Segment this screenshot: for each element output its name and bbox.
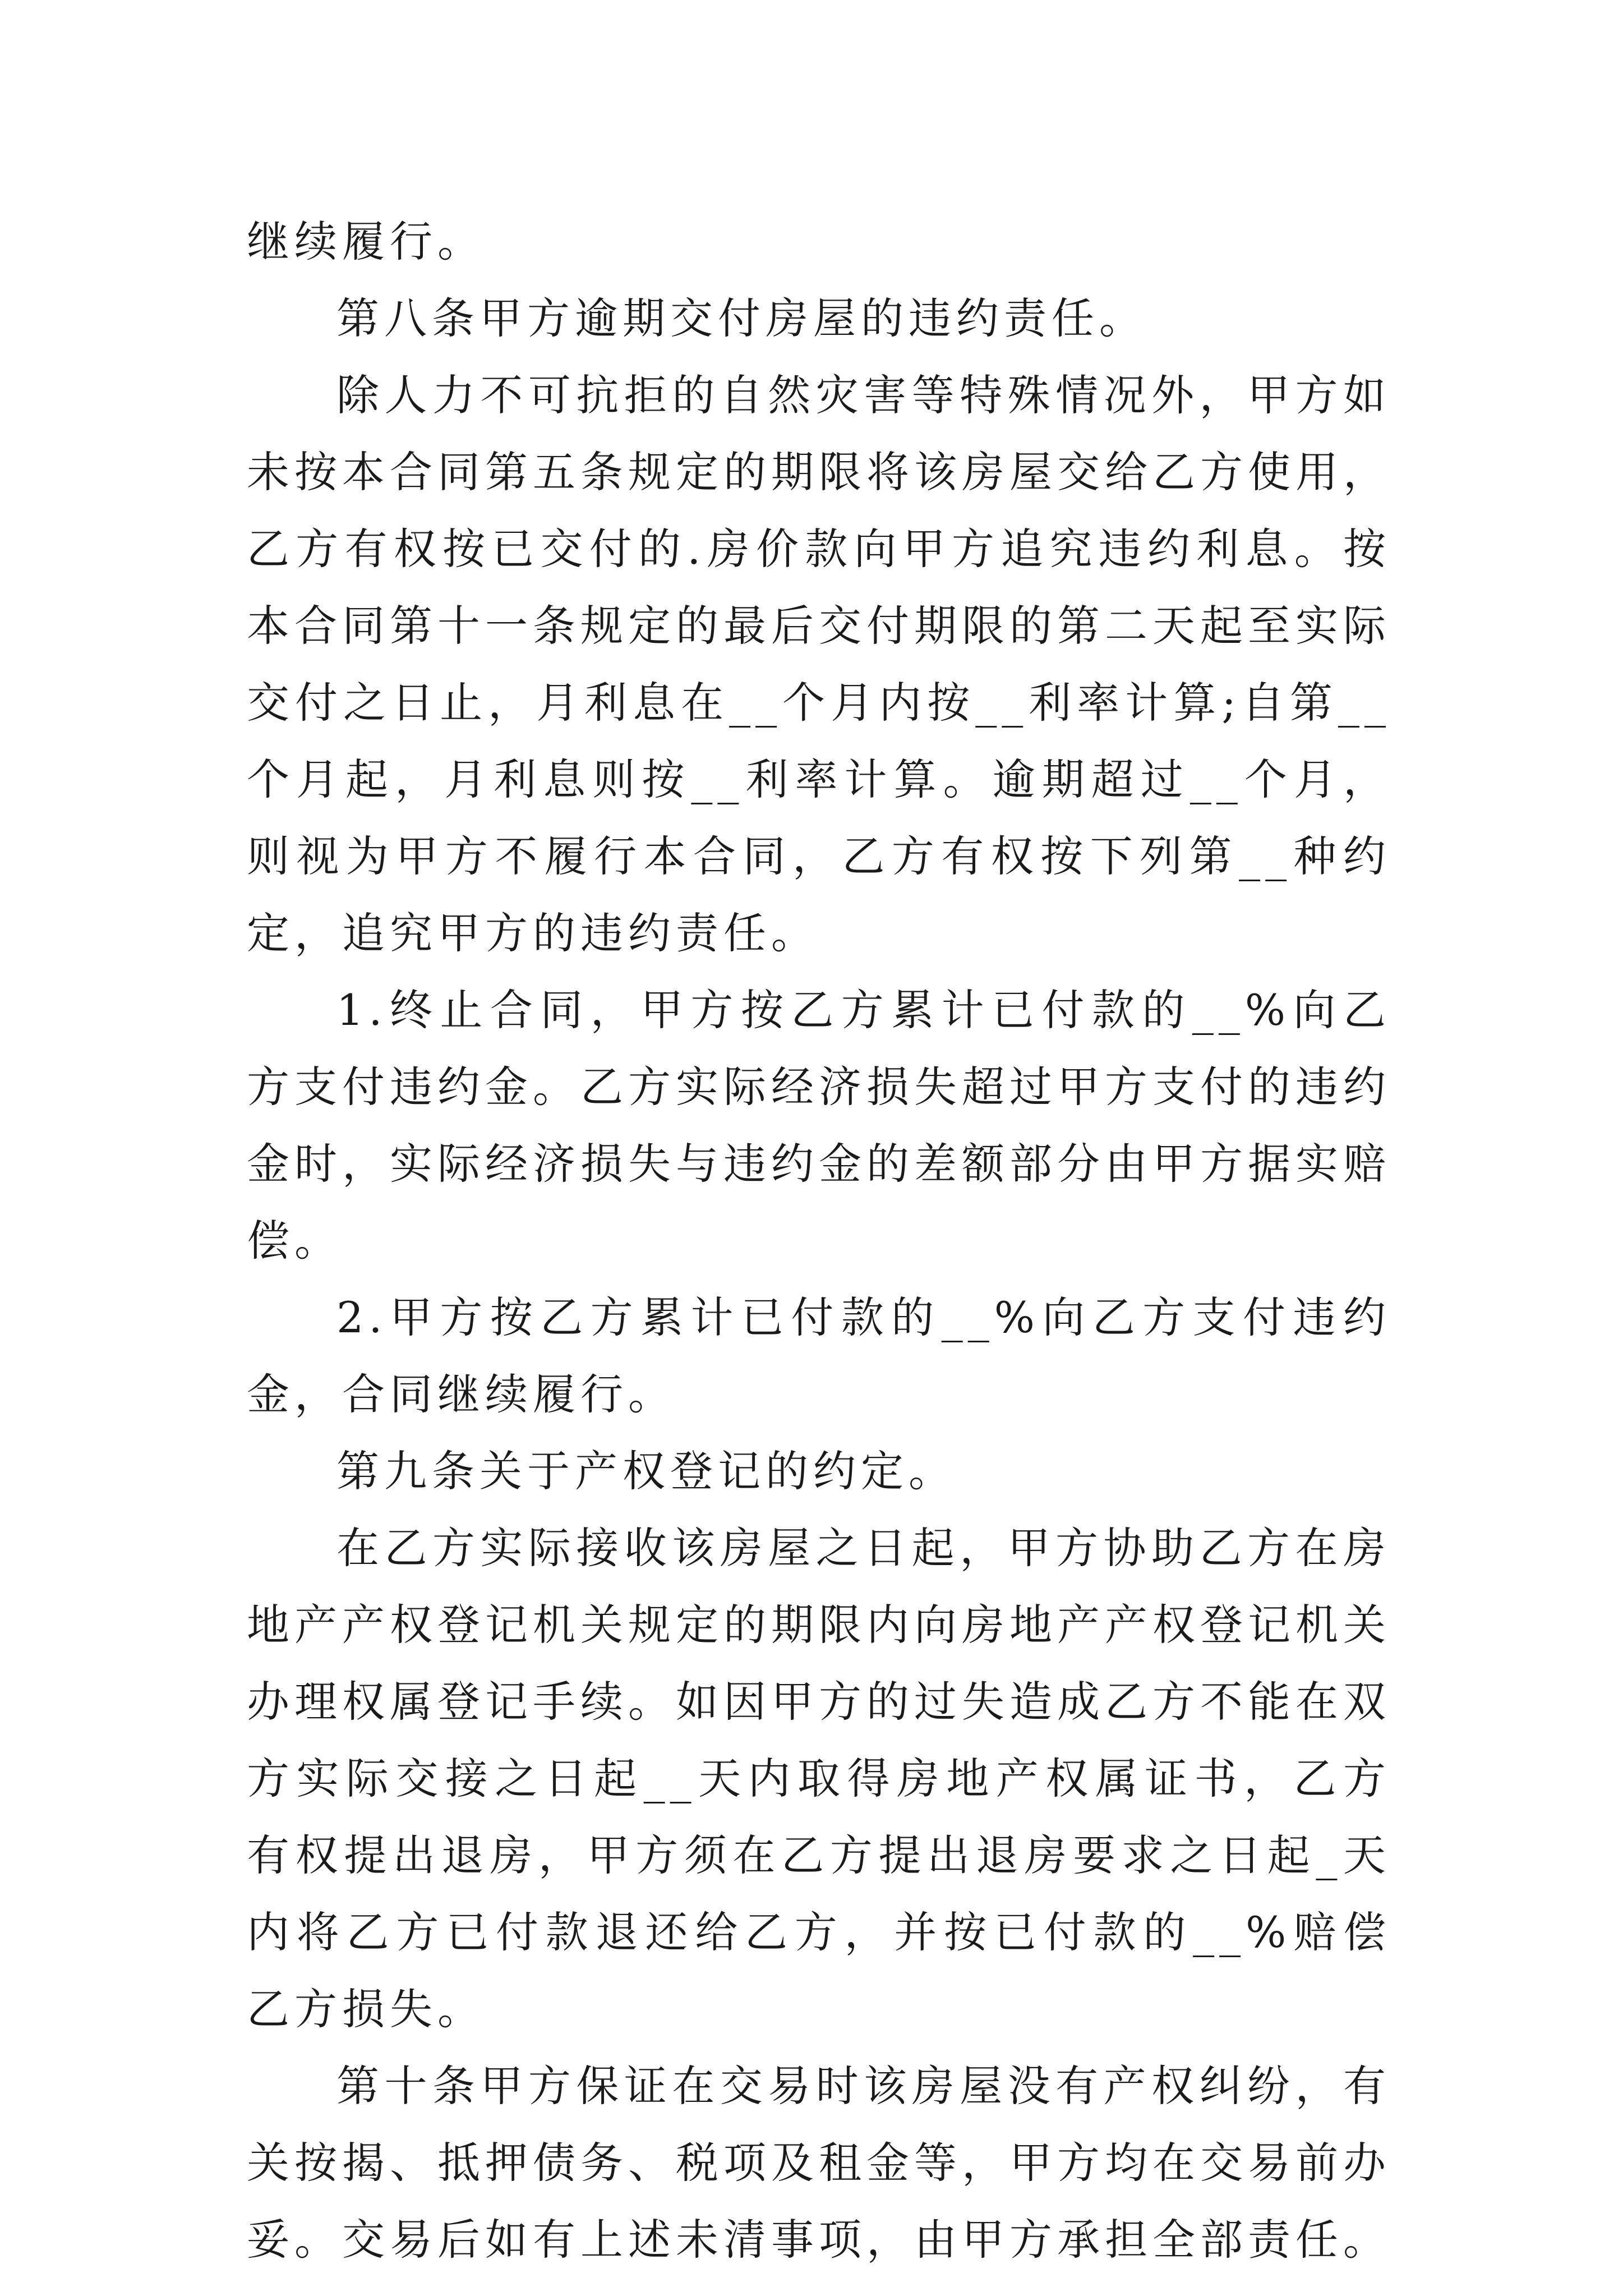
article-9-body: 在乙方实际接收该房屋之日起，甲方协助乙方在房地产产权登记机关规定的期限内向房地产产权登记机关办理权属登记手续。如因甲方的过失造成乙方不能在双方实际交接之日起__天内取得房地产权属证书，乙方有权提出退房，甲方须在乙方提出退房要求之日起_天内将乙方已付款退还给乙方，并按已付款的__%赔偿乙方损失。: [247, 1523, 1391, 2034]
article-9-title: 第九条关于产权登记的约定。: [336, 1446, 956, 1496]
article-10-body: 第十条甲方保证在交易时该房屋没有产权纠纷，有关按揭、抵押债务、税项及租金等，甲方均在交易前办妥。交易后如有上述未清事项，由甲方承担全部责任。: [247, 2061, 1391, 2265]
article-8-title: 第八条甲方逾期交付房屋的违约责任。: [336, 293, 1147, 343]
article-8-item-1: 1.终止合同，甲方按乙方累计已付款的__%向乙方支付违约金。乙方实际经济损失超过甲方支付的违约金时，实际经济损失与违约金的差额部分由甲方据实赔偿。: [247, 985, 1391, 1266]
paragraph-continue: 继续履行。: [247, 217, 485, 266]
article-8-body: 除人力不可抗拒的自然灾害等特殊情况外，甲方如未按本合同第五条规定的期限将该房屋交给乙方使用，乙方有权按已交付的.房价款向甲方追究违约利息。按本合同第十一条规定的最后交付期限的第二天起至实际交付之日止，月利息在__个月内按__利率计算;自第__个月起，月利息则按__利率计算。逾期超过__个月，则视为甲方不履行本合同，乙方有权按下列第__种约定，追究甲方的违约责任。: [247, 370, 1391, 958]
document-body: [247, 203, 1391, 2278]
article-8-item-2: 2.甲方按乙方累计已付款的__%向乙方支付违约金，合同继续履行。: [247, 1292, 1391, 1419]
